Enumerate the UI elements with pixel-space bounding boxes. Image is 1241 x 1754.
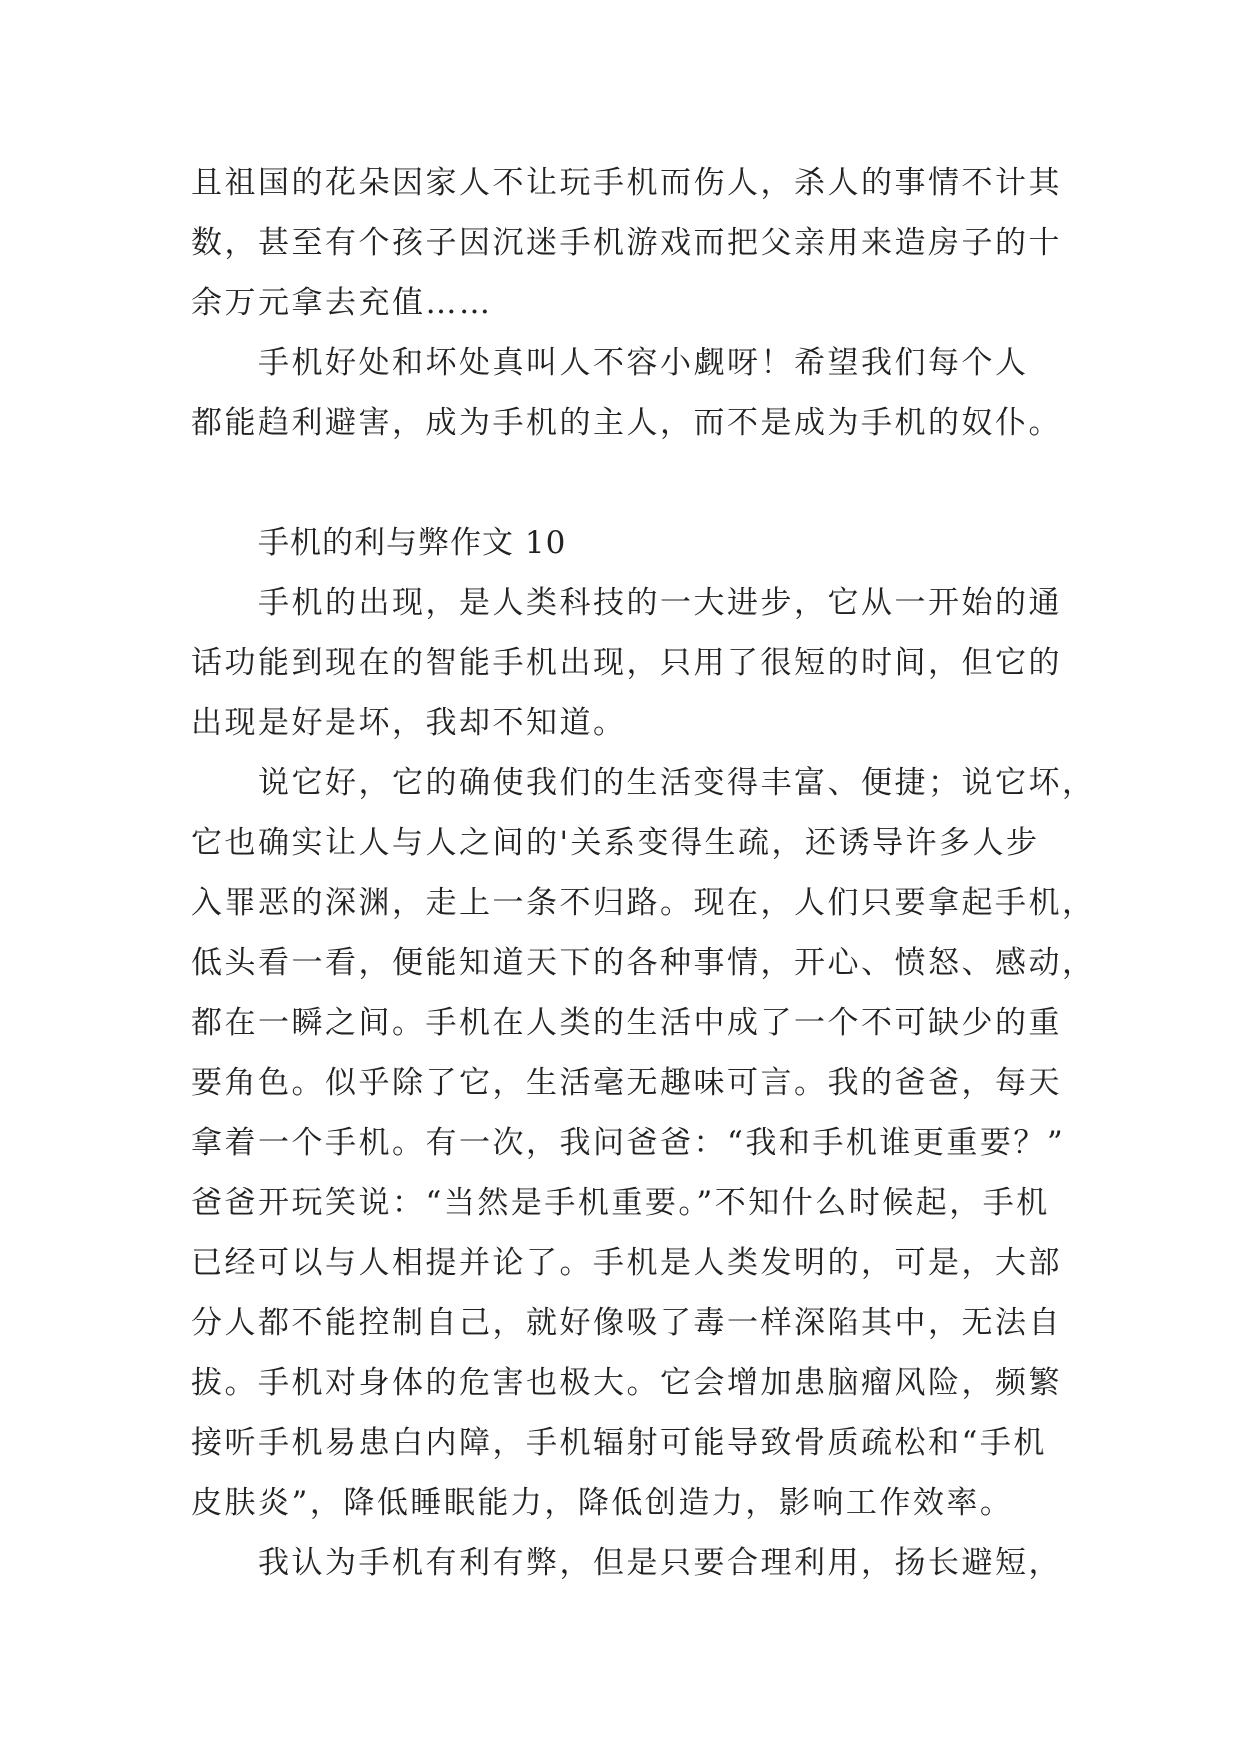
text-line: 都在一瞬之间。手机在人类的生活中成了一个不可缺少的重	[191, 1005, 1062, 1041]
text-line: 爸爸开玩笑说：“当然是手机重要。”不知什么时候起，手机	[191, 1185, 1050, 1221]
section-heading: 手机的利与弊作文 10	[258, 525, 567, 561]
text-line: 拔。手机对身体的危害也极大。它会增加患脑瘤风险，频繁	[191, 1365, 1062, 1401]
text-line: 余万元拿去充值……	[191, 285, 493, 321]
text-line: 入罪恶的深渊，走上一条不归路。现在，人们只要拿起手机，	[191, 885, 1096, 921]
paragraph-start-line: 手机好处和坏处真叫人不容小觑呀！希望我们每个人	[258, 345, 1029, 381]
text-line: 拿着一个手机。有一次，我问爸爸：“我和手机谁更重要？”	[191, 1125, 1066, 1161]
text-line: 出现是好是坏，我却不知道。	[191, 705, 627, 741]
text-line: 且祖国的花朵因家人不让玩手机而伤人，杀人的事情不计其	[191, 165, 1062, 201]
text-line: 皮肤炎”，降低睡眠能力，降低创造力，影响工作效率。	[191, 1485, 1014, 1521]
paragraph-start-line: 说它好，它的确使我们的生活变得丰富、便捷；说它坏，	[258, 765, 1096, 801]
text-line: 分人都不能控制自己，就好像吸了毒一样深陷其中，无法自	[191, 1305, 1062, 1341]
paragraph-start-line: 我认为手机有利有弊，但是只要合理利用，扬长避短，	[258, 1545, 1062, 1581]
text-line: 已经可以与人相提并论了。手机是人类发明的，可是，大部	[191, 1245, 1062, 1281]
paragraph-start-line: 手机的出现，是人类科技的一大进步，它从一开始的通	[258, 585, 1062, 621]
text-line: 接听手机易患白内障，手机辐射可能导致骨质疏松和“手机	[191, 1425, 1047, 1461]
text-line: 数，甚至有个孩子因沉迷手机游戏而把父亲用来造房子的十	[191, 225, 1062, 261]
text-line: 话功能到现在的智能手机出现，只用了很短的时间，但它的	[191, 645, 1062, 681]
text-line: 低头看一看，便能知道天下的各种事情，开心、愤怒、感动，	[191, 945, 1096, 981]
text-line: 都能趋利避害，成为手机的主人，而不是成为手机的奴仆。	[191, 405, 1062, 441]
text-line: 要角色。似乎除了它，生活毫无趣味可言。我的爸爸，每天	[191, 1065, 1062, 1101]
text-line: 它也确实让人与人之间的'关系变得生疏，还诱导许多人步	[191, 825, 1040, 861]
